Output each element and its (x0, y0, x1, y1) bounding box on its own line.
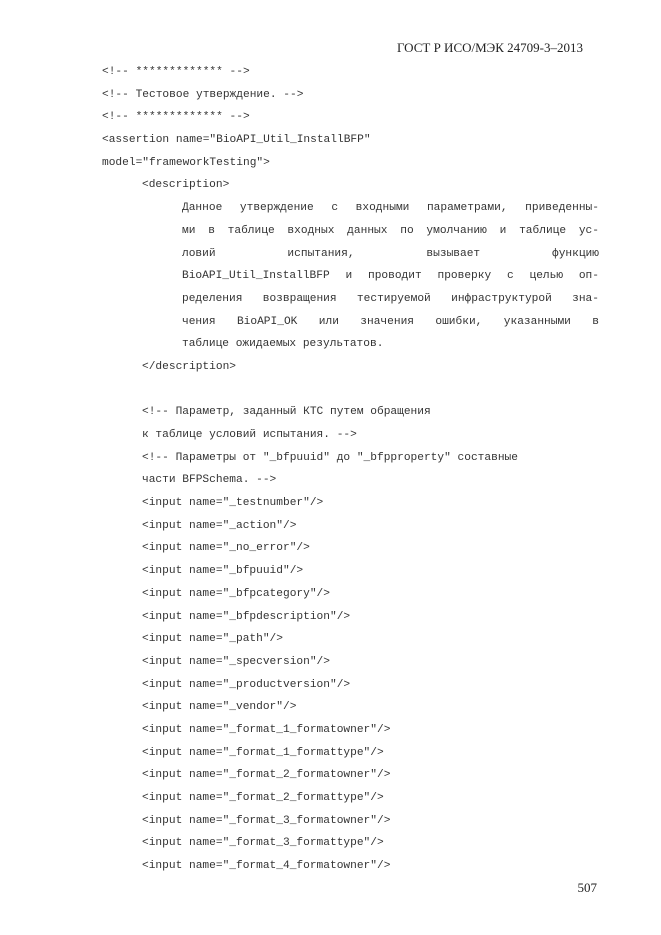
code-line-description-close: </description> (142, 360, 236, 373)
description-text-line: ределения возвращения тестируемой инфраструктурой зна- (182, 292, 599, 305)
code-line-comment: <!-- Тестовое утверждение. --> (102, 88, 304, 101)
document-standard-id: ГОСТ Р ИСО/МЭК 24709-3–2013 (396, 40, 583, 55)
code-line-assertion-model: model="frameworkTesting"> (102, 156, 270, 169)
page-number: 507 (577, 880, 597, 895)
code-line-input: <input name="_format_4_formatowner"/> (142, 860, 391, 873)
code-line-input: <input name="_specversion"/> (142, 655, 330, 668)
code-line-input: <input name="_path"/> (142, 633, 283, 646)
code-line-input: <input name="_bfpuuid"/> (142, 565, 304, 578)
code-line-input: <input name="_format_1_formattype"/> (142, 746, 384, 759)
code-line-comment: <!-- ************* --> (102, 111, 250, 124)
description-text-line: ми в таблице входных данных по умолчанию и таблице ус- (182, 224, 599, 237)
blank-line (102, 379, 602, 402)
code-line-input: <input name="_action"/> (142, 519, 297, 532)
description-text-line: чения BioAPI_OK или значения ошибки, указанными в (182, 315, 599, 328)
code-line-input: <input name="_bfpdescription"/> (142, 610, 351, 623)
code-line-input: <input name="_bfpcategory"/> (142, 587, 330, 600)
code-line-input: <input name="_productversion"/> (142, 678, 351, 691)
code-line-input: <input name="_vendor"/> (142, 701, 297, 714)
code-line-comment: к таблице условий испытания. --> (142, 429, 357, 441)
description-text-line: Данное утверждение с входными параметрами, приведенны- (182, 202, 599, 215)
description-text-line: BioAPI_Util_InstallBFP и проводит проверку с целью оп- (182, 270, 599, 283)
code-line-comment: <!-- Параметры от "_bfpuuid" до "_bfpproperty" составные (142, 451, 518, 464)
code-line-comment: <!-- ************* --> (102, 66, 250, 78)
code-listing (102, 61, 602, 878)
description-text-line: ловий испытания, вызывает функцию (182, 247, 599, 260)
code-line-input: <input name="_format_2_formattype"/> (142, 792, 384, 804)
code-line-input: <input name="_testnumber"/> (142, 497, 324, 510)
code-line-comment: части BFPSchema. --> (142, 474, 277, 487)
code-line-description-open: <description> (142, 179, 230, 192)
code-line-input: <input name="_format_3_formatowner"/> (142, 814, 391, 827)
description-text-line: таблице ожидаемых результатов. (182, 338, 384, 351)
code-line-input: <input name="_no_error"/> (142, 542, 310, 555)
code-line-input: <input name="_format_3_formattype"/> (142, 837, 384, 850)
code-line-input: <input name="_format_1_formatowner"/> (142, 723, 391, 736)
code-line-comment: <!-- Параметр, заданный КТС путем обращения (142, 406, 431, 419)
code-line-assertion: <assertion name="BioAPI_Util_InstallBFP" (102, 134, 371, 147)
code-line-input: <input name="_format_2_formatowner"/> (142, 769, 391, 782)
